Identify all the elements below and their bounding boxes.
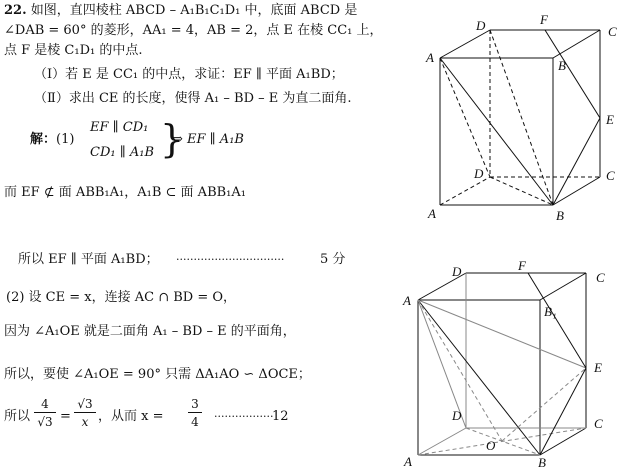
fig2-label-d1: D: [452, 264, 462, 279]
fraction-1-num: 4: [34, 396, 56, 413]
conclusion-1: 所以 EF ∥ 平面 A₁BD；: [18, 252, 159, 267]
fraction-1-den: √3: [37, 415, 53, 429]
problem-part-2: （Ⅱ）求出 CE 的长度，使得 A₁ – BD – E 为直二面角.: [34, 91, 352, 106]
part2-setup: (2) 设 CE = x，连接 AC ∩ BD = O，: [6, 290, 237, 305]
fig2-label-f: F: [518, 258, 526, 273]
solution-label: 解：(1): [30, 132, 75, 147]
fig1-label-e: E: [606, 112, 614, 127]
score-dots-1: ·······························: [176, 253, 285, 266]
fig2-label-c1: C: [596, 270, 605, 285]
fig2-label-e: E: [594, 360, 602, 375]
problem-number: 22.: [4, 3, 27, 18]
final-mid: ，从而 x =: [98, 409, 164, 424]
problem-line-2: ∠DAB = 60° 的菱形，AA₁ = 4，AB = 2，点 E 在棱 CC₁ 上，: [4, 23, 383, 38]
implies-text: ⇒ EF ∥ A₁B: [172, 132, 244, 147]
fraction-2-den: x: [81, 415, 89, 429]
fraction-2: [74, 396, 96, 431]
fraction-3-num: 3: [188, 396, 202, 413]
problem-line-3: 点 F 是棱 C₁D₁ 的中点.: [4, 43, 143, 58]
problem-text-1: 如图，直四棱柱 ABCD – A₁B₁C₁D₁ 中，底面 ABCD 是: [30, 3, 358, 18]
score-1: 5 分: [320, 252, 346, 267]
reason-line: 因为 ∠A₁OE 就是二面角 A₁ – BD – E 的平面角，: [4, 324, 296, 339]
prism-figure-1: [418, 0, 620, 225]
brace-bottom-line: CD₁ ∥ A₁B: [90, 145, 155, 160]
fig1-label-a: A: [428, 206, 436, 221]
problem-part-1: （Ⅰ）若 E 是 CC₁ 的中点，求证：EF ∥ 平面 A₁BD；: [34, 67, 344, 82]
final-prefix: 所以: [4, 409, 31, 424]
solution-and-line: 而 EF ⊄ 面 ABB₁A₁，A₁B ⊂ 面 ABB₁A₁: [4, 185, 246, 200]
fig1-label-c1: C: [608, 24, 617, 39]
fig2-label-o: O: [486, 438, 496, 453]
part1-tag: (1): [56, 132, 75, 147]
prism-figure-2: [398, 255, 620, 469]
condition-line: 所以，要使 ∠A₁OE = 90° 只需 ΔA₁AO ∽ ΔOCE；: [4, 367, 311, 382]
fig1-label-f: F: [540, 12, 548, 27]
score-2: 12: [272, 409, 289, 424]
fig1-label-d1: D: [476, 18, 486, 33]
equals-sign: =: [60, 409, 71, 424]
fig1-label-c: C: [606, 168, 615, 183]
fraction-2-num: √3: [74, 396, 96, 413]
fig2-label-c: C: [594, 416, 603, 431]
fig2-label-d: D: [452, 408, 462, 423]
fraction-3-den: 4: [191, 415, 199, 429]
right-brace: }: [160, 117, 185, 161]
score-dots-2: ·················: [214, 410, 274, 423]
brace-top-line: EF ∥ CD₁: [90, 120, 149, 135]
fig2-label-b1: B₁: [544, 304, 557, 319]
fraction-1: [34, 396, 56, 431]
fig2-label-a: A: [404, 454, 412, 469]
fig2-label-b: B: [538, 455, 546, 469]
problem-line-1: [4, 2, 357, 20]
fig1-label-b1: B: [558, 58, 566, 73]
fig1-label-d: D: [474, 166, 484, 181]
fig1-label-b: B: [556, 208, 564, 223]
fig2-label-a1: A: [403, 293, 411, 308]
fraction-3: [188, 396, 202, 431]
fig1-label-a1: A: [426, 50, 434, 65]
